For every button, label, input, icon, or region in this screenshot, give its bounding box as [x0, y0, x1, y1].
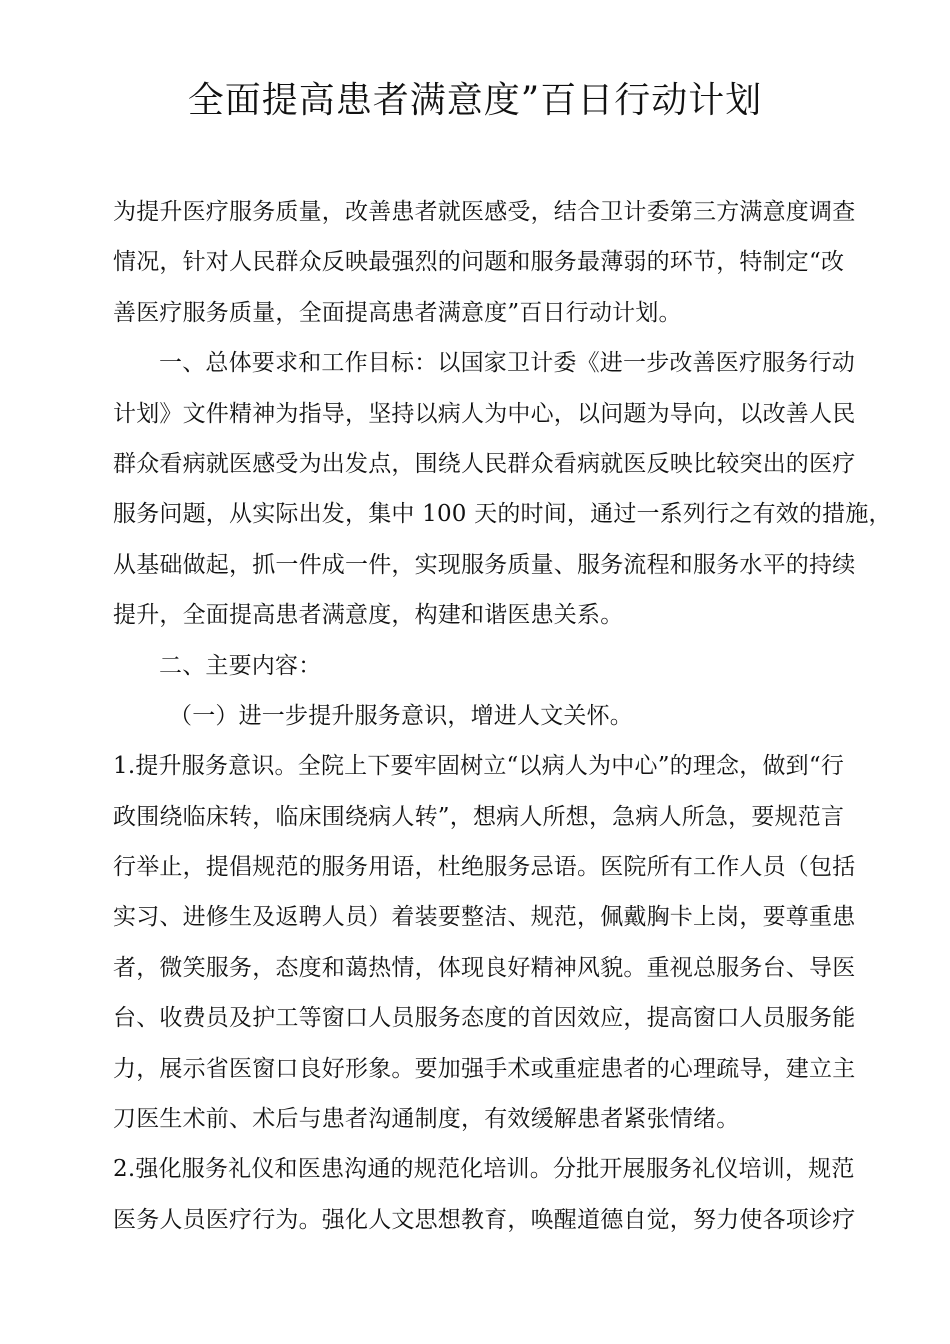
body-line: 政围绕临床转，临床围绕病人转”，想病人所想，急病人所急，要规范言: [113, 803, 845, 830]
body-line: 刀医生术前、术后与患者沟通制度，有效缓解患者紧张情绪。: [113, 1106, 740, 1133]
body-line: 实习、进修生及返聘人员）着装要整洁、规范，佩戴胸卡上岗，要尊重患: [113, 904, 856, 931]
body-line: 行举止，提倡规范的服务用语，杜绝服务忌语。医院所有工作人员（包括: [113, 854, 856, 881]
section-heading-line: 二、主要内容：: [159, 652, 322, 679]
section-heading-line: 一、总体要求和工作目标：以国家卫计委《进一步改善医疗服务行动: [159, 350, 855, 377]
body-line: 为提升医疗服务质量，改善患者就医感受，结合卫计委第三方满意度调查: [113, 199, 856, 225]
body-line: 群众看病就医感受为出发点，围绕人民群众看病就医反映比较突出的医疗: [113, 450, 856, 477]
body-line: 善医疗服务质量，全面提高患者满意度”百日行动计划。: [113, 299, 682, 326]
body-line: 服务问题，从实际出发，集中 100 天的时间，通过一系列行之有效的措施，: [113, 501, 892, 528]
document-title: 全面提高患者满意度”百日行动计划: [187, 80, 763, 121]
body-line: 者，微笑服务，态度和蔼热情，体现良好精神风貌。重视总服务台、导医: [113, 954, 856, 981]
body-line: 台、收费员及护工等窗口人员服务态度的首因效应，提高窗口人员服务能: [113, 1005, 856, 1032]
body-line: 提升，全面提高患者满意度，构建和谐医患关系。: [113, 602, 624, 629]
body-line: 1.提升服务意识。全院上下要牢固树立“以病人为中心”的理念，做到“行: [113, 753, 845, 780]
document-body: [113, 187, 892, 1245]
body-line: 力，展示省医窗口良好形象。要加强手术或重症患者的心理疏导，建立主: [113, 1055, 856, 1082]
body-line: 情况，针对人民群众反映最强烈的问题和服务最薄弱的环节，特制定“改: [113, 249, 845, 276]
body-line: 2.强化服务礼仪和医患沟通的规范化培训。分批开展服务礼仪培训，规范: [113, 1156, 855, 1183]
body-line: 计划》文件精神为指导，坚持以病人为中心，以问题为导向，以改善人民: [113, 400, 856, 427]
body-line: 从基础做起，抓一件成一件，实现服务质量、服务流程和服务水平的持续: [113, 551, 856, 578]
body-line: 医务人员医疗行为。强化人文思想教育，唤醒道德自觉，努力使各项诊疗: [113, 1206, 856, 1233]
subsection-heading-line: （一）进一步提升服务意识，增进人文关怀。: [169, 702, 633, 729]
